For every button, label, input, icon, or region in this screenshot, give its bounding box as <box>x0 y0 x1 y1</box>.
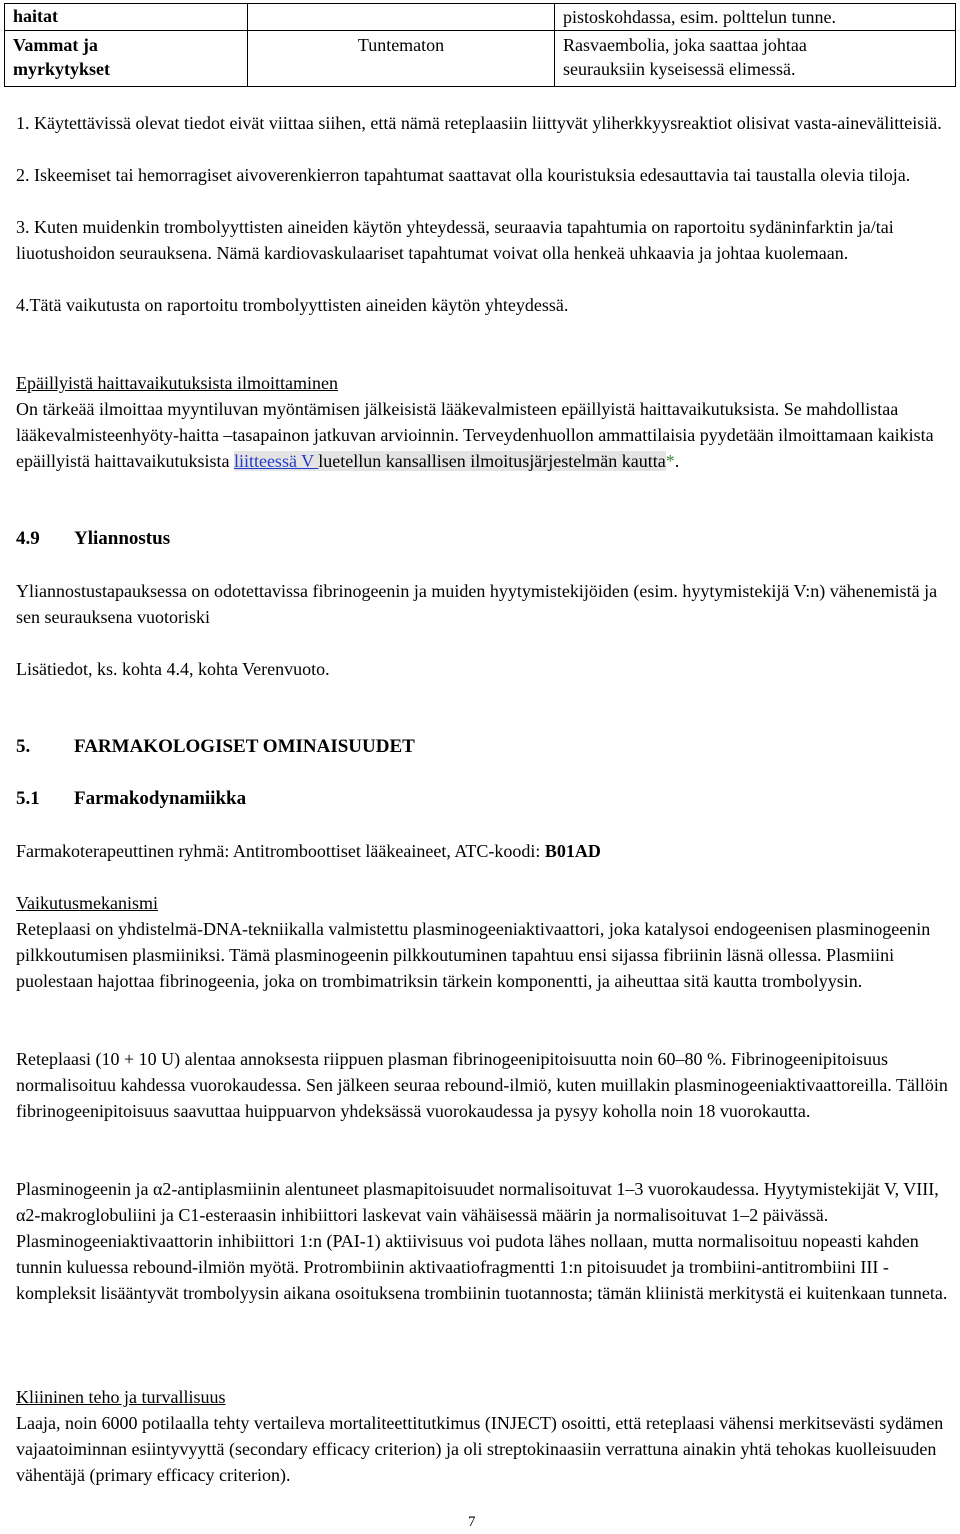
reporting-after-link: luetellun kansallisen ilmoitusjärjestelmän kautta <box>318 451 666 471</box>
table-cell-organ-class <box>5 31 248 87</box>
mechanism-paragraph-3: Plasminogeenin ja α2-antiplasmiinin alentuneet plasmapitoisuudet normalisoituvat 1–3 vuorokaudessa. Hyytymistekijät V, VIII, α2-makroglobuliini ja C1-esteraasin inhibiittori laskevat vain vähäisessä määrin ja normalisoituvat 1–2 päivässä. Plasminogeeniaktivaattorin inhibiittori 1:n (PAI-1) aktiivisuus voi pudota lähes nollaan, mutta normalisoituu nopeasti kahden tunnin kuluessa rebound-ilmiön myötä. Protrombiinin aktivaatiofragmentti 1:n pitoisuudet ja trombiini-antitrombiini III -kompleksit lisääntyvät trombolyysin aikana osoituksena trombiinin tuotannosta; tämän kliinistä merkitystä ei kuitenkaan tunneta. <box>16 1179 948 1303</box>
reporting-highlight <box>234 451 666 471</box>
overdose-paragraph: Yliannostustapauksessa on odotettavissa fibrinogeenin ja muiden hyytymistekijöiden (esim. hyytymistekijä V:n) vähenemistä ja sen seurauksena vuotoriski <box>16 581 938 627</box>
overdose-more-info: Lisätiedot, ks. kohta 4.4, kohta Verenvuoto. <box>16 659 330 679</box>
cell-line: seurauksiin kyseisessä elimessä. <box>563 59 796 79</box>
table-row <box>5 31 956 87</box>
cell-line: myrkytykset <box>13 59 110 79</box>
section-number: 4.9 <box>16 528 40 549</box>
footnote-3: 3. Kuten muidenkin trombolyyttisten aineiden käytön yhteydessä, seuraavia tapahtumia on raportoitu sydäninfarktin ja/tai liuotushoidon seurauksena. Nämä kardiovaskulaariset tapahtumat voivat olla henkeä uhkaavia ja johtaa kuolemaan. <box>16 217 894 263</box>
table-cell-frequency: Tuntematon <box>248 31 555 87</box>
section-5-1-heading <box>16 786 246 812</box>
table-row <box>5 4 956 31</box>
table-cell-organ-class: haitat <box>5 4 248 31</box>
section-title: Farmakodynamiikka <box>74 788 247 809</box>
section-5-heading <box>16 734 415 760</box>
table-cell-reaction <box>555 31 956 87</box>
page-number: 7 <box>468 1514 476 1530</box>
section-number: 5.1 <box>16 788 40 809</box>
table-cell-reaction: pistoskohdassa, esim. polttelun tunne. <box>555 4 956 31</box>
pharmacotherapeutic-group <box>16 838 948 864</box>
footnote-4: 4.Tätä vaikutusta on raportoitu trombolyyttisten aineiden käytön yhteydessä. <box>16 295 569 315</box>
group-label: Farmakoterapeuttinen ryhmä: Antitromboottiset lääkeaineet, ATC-koodi: <box>16 841 545 861</box>
mechanism-paragraph-2: Reteplaasi (10 + 10 U) alentaa annoksesta riippuen plasman fibrinogeenipitoisuutta noin 60–80 %. Fibrinogeenipitoisuus normalisoituu kahdessa vuorokaudessa. Sen jälkeen seuraa rebound-ilmiö, kuten muillakin plasminogeeniaktivaattoreilla. Tällöin fibrinogeenipitoisuus saavuttaa huippuarvon yhdeksässä vuorokaudessa ja pysyy koholla noin 18 vuorokautta. <box>16 1049 948 1121</box>
reporting-paragraph <box>16 396 948 474</box>
mechanism-paragraph-1: Reteplaasi on yhdistelmä-DNA-tekniikalla valmistettu plasminogeeniaktivaattori, joka katalysoi endogeenisen plasminogeenin pilkkoutumisen plasmiiniksi. Tämä plasminogeenin pilkkoutuminen tapahtuu ensi sijassa fibriinin läsnä ollessa. Plasmiini puolestaan hajottaa fibrinogeenia, joka on trombimatriksin tärkein komponentti, ja aiheuttaa sitä kautta trombolyysin. <box>16 919 931 991</box>
mechanism-heading: Vaikutusmekanismi <box>16 893 158 913</box>
footnote-1: 1. Käytettävissä olevat tiedot eivät viittaa siihen, että nämä reteplaasiin liittyvät yliherkkyysreaktiot olisivat vasta-ainevälitteisiä. <box>16 113 942 133</box>
section-title: Yliannostus <box>74 528 171 549</box>
cell-line: Vammat ja <box>13 35 98 55</box>
table-cell-frequency <box>248 4 555 31</box>
clinical-heading: Kliininen teho ja turvallisuus <box>16 1387 226 1407</box>
adverse-reactions-table-fragment <box>4 3 956 87</box>
reporting-text: On tärkeää ilmoittaa myyntiluvan myöntämisen jälkeisistä lääkevalmisteen epäillyistä haittavaikutuksista. Se mahdollistaa lääkevalmisteenhyöty-haitta –tasapainon jatkuvan arvioinnin. Terveydenhuollon ammattilaisia pyydetään ilmoittamaan kaikista epäillyistä haittavaikutuksista <box>16 399 934 471</box>
clinical-paragraph: Laaja, noin 6000 potilaalla tehty vertaileva mortaliteettitutkimus (INJECT) osoitti, että reteplaasi vähensi merkitsevästi sydämen vajaatoiminnan esiintyvyyttä (secondary efficacy criterion) ja oli streptokinaasiin verrattuna ainakin yhtä tehokas kuolleisuuden vähentäjä (primary efficacy criterion). <box>16 1413 944 1485</box>
reporting-end: . <box>674 451 680 471</box>
atc-code: B01AD <box>544 841 601 861</box>
section-number: 5. <box>16 736 31 757</box>
reporting-heading: Epäillyistä haittavaikutuksista ilmoittaminen <box>16 373 338 393</box>
footnote-2: 2. Iskeemiset tai hemorragiset aivoverenkierron tapahtumat saattavat olla kouristuksia edesauttavia tai taustalla olevia tiloja. <box>16 165 911 185</box>
cell-line: Rasvaembolia, joka saattaa johtaa <box>563 35 807 55</box>
section-4-9-heading <box>16 526 170 552</box>
reporting-star: * <box>665 451 675 471</box>
section-title: FARMAKOLOGISET OMINAISUUDET <box>74 736 415 757</box>
annex-v-link[interactable]: liitteessä V <box>233 451 319 471</box>
